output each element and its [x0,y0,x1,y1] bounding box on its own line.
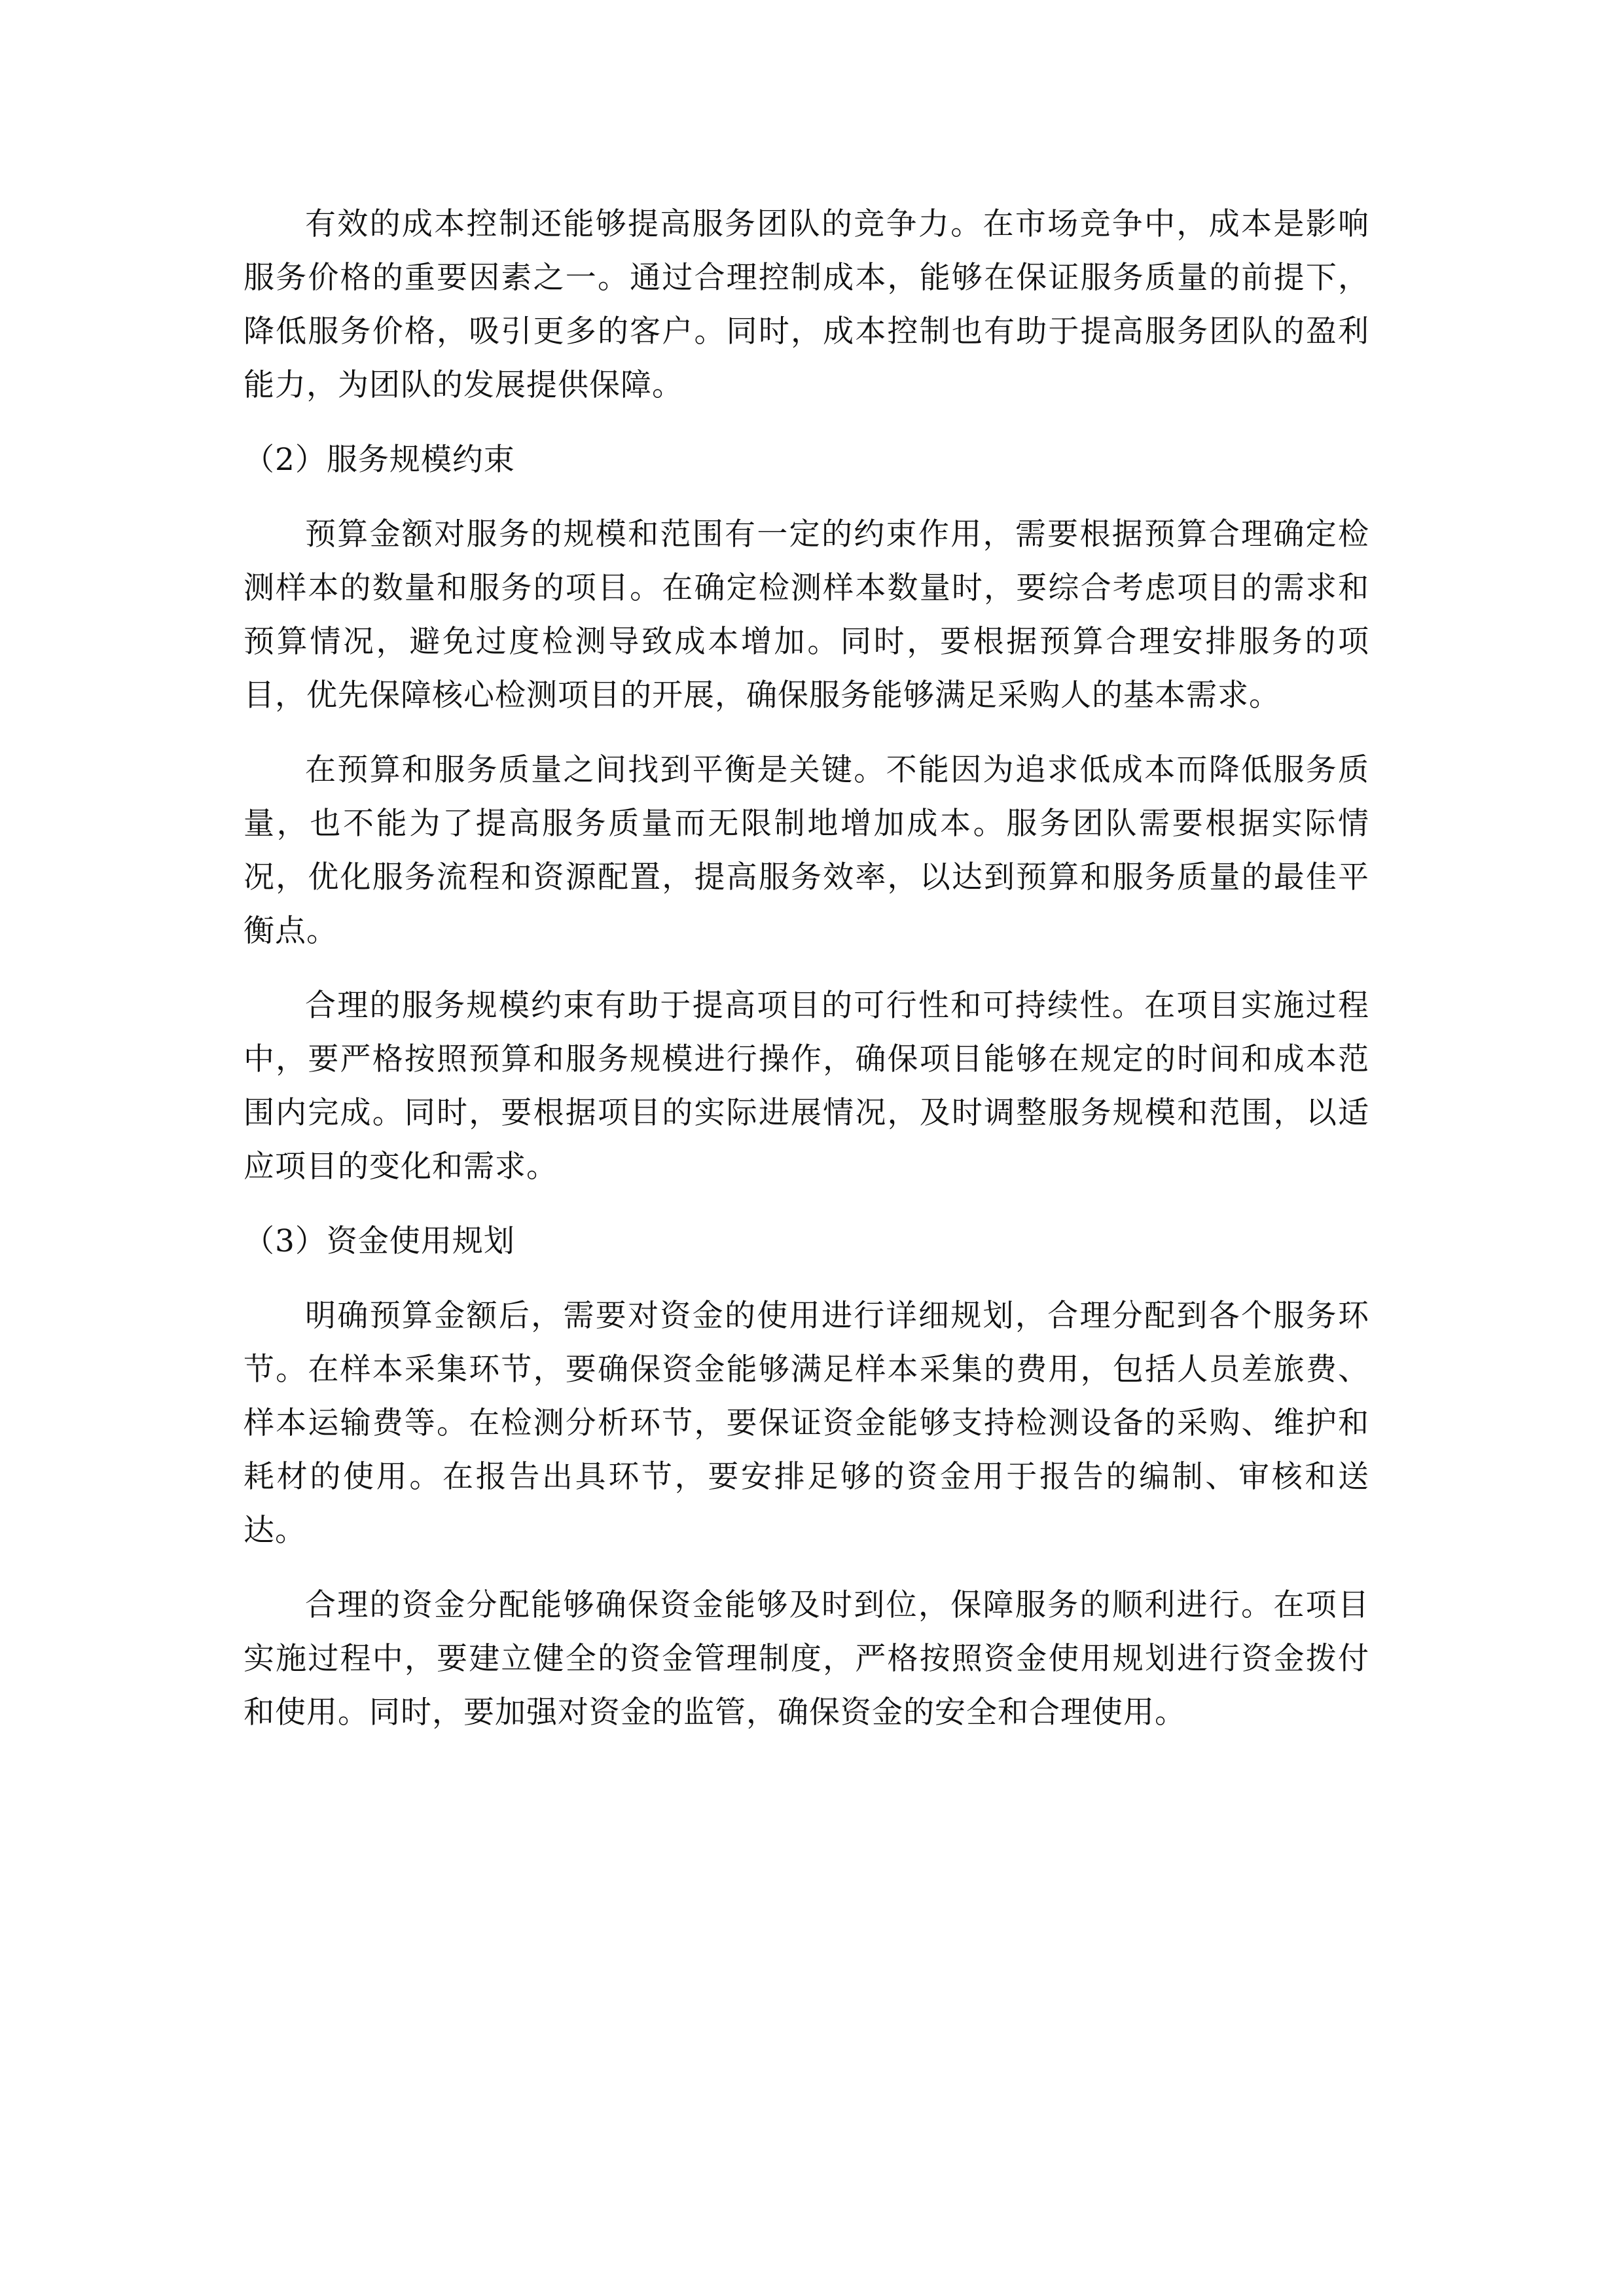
paragraph-cost-control-competitiveness: 有效的成本控制还能够提高服务团队的竞争力。在市场竞争中，成本是影响服务价格的重要因素之一。通过合理控制成本，能够在保证服务质量的前提下，降低服务价格，吸引更多的客户。同时，成本控制也有助于提高服务团队的盈利能力，为团队的发展提供保障。 [244,206,1369,403]
paragraph-budget-quality-balance: 在预算和服务质量之间找到平衡是关键。不能因为追求低成本而降低服务质量，也不能为了提高服务质量而无限制地增加成本。服务团队需要根据实际情况，优化服务流程和资源配置，提高服务效率，以达到预算和服务质量的最佳平衡点。 [244,752,1369,949]
section-heading-fund-planning: （3）资金使用规划 [244,1223,515,1259]
section-heading-service-scale: （2）服务规模约束 [244,442,515,478]
document-body [244,198,1369,1761]
paragraph-fund-allocation: 明确预算金额后，需要对资金的使用进行详细规划，合理分配到各个服务环节。在样本采集环节，要确保资金能够满足样本采集的费用，包括人员差旅费、样本运输费等。在检测分析环节，要保证资金能够支持检测设备的采购、维护和耗材的使用。在报告出具环节，要安排足够的资金用于报告的编制、审核和送达。 [244,1298,1369,1549]
paragraph-fund-management: 合理的资金分配能够确保资金能够及时到位，保障服务的顺利进行。在项目实施过程中，要建立健全的资金管理制度，严格按照资金使用规划进行资金拨付和使用。同时，要加强对资金的监管，确保资金的安全和合理使用。 [244,1587,1369,1731]
paragraph-budget-scale-constraint: 预算金额对服务的规模和范围有一定的约束作用，需要根据预算合理确定检测样本的数量和服务的项目。在确定检测样本数量时，要综合考虑项目的需求和预算情况，避免过度检测导致成本增加。同时，要根据预算合理安排服务的项目，优先保障核心检测项目的开展，确保服务能够满足采购人的基本需求。 [244,516,1369,713]
paragraph-scale-feasibility: 合理的服务规模约束有助于提高项目的可行性和可持续性。在项目实施过程中，要严格按照预算和服务规模进行操作，确保项目能够在规定的时间和成本范围内完成。同时，要根据项目的实际进展情况，及时调整服务规模和范围，以适应项目的变化和需求。 [244,988,1369,1185]
